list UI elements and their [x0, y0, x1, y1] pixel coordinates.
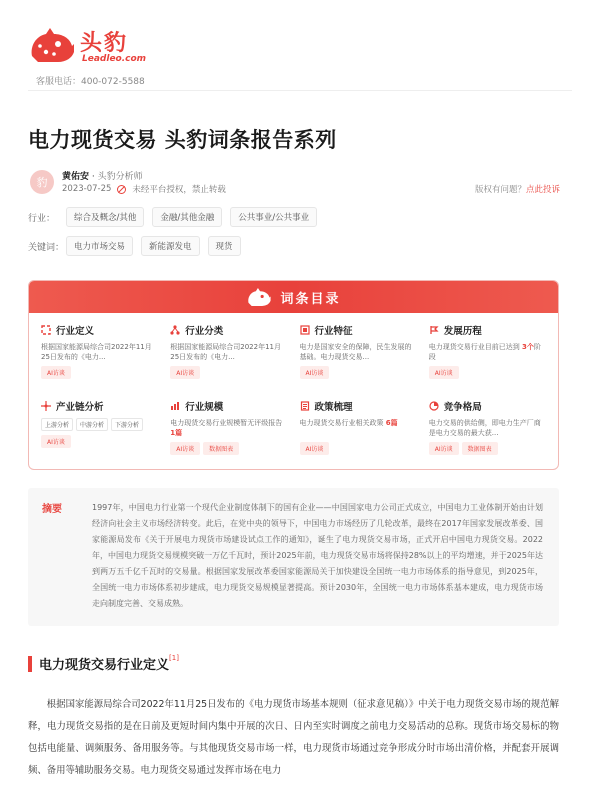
data-chart-pill[interactable]: 数据图表 [203, 442, 239, 455]
toc-item-chain[interactable] [41, 399, 158, 470]
ai-interview-pill[interactable]: AI访谈 [41, 435, 71, 448]
report-link[interactable]: 点此投诉 [525, 185, 560, 195]
classification-icon [170, 325, 180, 335]
data-chart-pill[interactable]: 数据图表 [462, 442, 498, 455]
toc-item-title: 竞争格局 [443, 402, 482, 413]
toc-item-desc [170, 418, 287, 438]
abstract-label: 摘要 [42, 504, 62, 515]
author-name[interactable]: 黄佑安 [62, 172, 90, 182]
license-notice: 未经平台授权，禁止转载 [132, 185, 226, 195]
ai-interview-pill[interactable]: AI访谈 [429, 442, 459, 455]
keyword-tag[interactable]: 现货 [208, 236, 241, 256]
publish-date: 2023-07-25 [62, 184, 112, 194]
author-line [62, 169, 143, 182]
industry-row [28, 207, 325, 227]
toc-heading: 词条目录 [280, 291, 341, 307]
author-role: 头豹分析师 [97, 172, 143, 182]
page-title: 电力现货交易 头豹词条报告系列 [28, 128, 337, 152]
desc-text: 电力现货交易行业规模暂无评级报告 [170, 419, 283, 427]
industry-tag[interactable]: 综合及概念/其他 [66, 207, 144, 227]
industry-label: 行业： [28, 213, 56, 224]
competition-icon [429, 401, 439, 411]
toc-item-desc: 根据国家能源局综合司2022年11月25日发布的《电力... [41, 343, 152, 361]
definition-icon [41, 325, 51, 335]
desc-text: 阶段 [428, 343, 541, 361]
toc-item-title: 行业特征 [314, 326, 353, 337]
toc-item-policy[interactable] [300, 399, 417, 470]
chain-subtag[interactable]: 中游分析 [76, 418, 108, 431]
section-heading [28, 654, 179, 673]
industry-tag[interactable]: 金融/其他金融 [152, 207, 222, 227]
toc-item-title: 行业定义 [56, 326, 95, 337]
toc-item-title: 发展历程 [443, 326, 482, 337]
avatar-char: 豹 [36, 176, 48, 189]
chain-icon [41, 401, 51, 411]
toc-item-desc [300, 418, 417, 438]
scale-icon [170, 401, 180, 411]
copyright-report [475, 183, 560, 195]
toc-item-competition[interactable] [429, 399, 546, 470]
leopard-logo-icon [246, 287, 272, 307]
toc-item-classification[interactable] [170, 323, 287, 399]
toc-panel [28, 280, 559, 470]
keyword-tag[interactable]: 电力市场交易 [66, 236, 133, 256]
desc-highlight: 3个 [521, 343, 534, 351]
toc-item-definition[interactable] [41, 323, 158, 399]
ban-icon [117, 185, 126, 194]
desc-text: 电力现货交易行业相关政策 [299, 419, 386, 427]
toc-item-history[interactable] [429, 323, 546, 399]
section-title-text: 电力现货交易行业定义 [39, 658, 170, 673]
author-avatar [30, 170, 54, 194]
toc-item-features[interactable] [300, 323, 417, 399]
toc-grid [29, 313, 558, 470]
author-sep: · [89, 172, 98, 182]
footnote-ref[interactable]: [1] [169, 654, 179, 662]
abstract-text: 1997年，中国电力行业第一个现代企业制度体制下的国有企业——中国国家电力公司正式成立，中国电力工业体制开始由计划经济向社会主义市场经济转变。此后，在党中央的领导下，中国电力市场经历了几轮改革，最终在2017年国家发展改革委、国家能源局发布《关于开展电力现货市场建设试点工作的通知》，诞生了电力现货交易市场，正式开启中国电力现货交易。2022年，中国电力现货交易规模突破一万亿千瓦时，预计2025年前，电力现货交易市场将保持28%以上的平均增速，并于2025年达到两万五千亿千瓦时的交易量。根据国家发展改革委国家能源局关于加快建设全国统一电力市场体系的指导意见，到2025年，全国统一电力市场体系初步建成，电力现货交易规模显著提高。预计2030年，全国统一电力市场体系基本建成，电力现货市场走向制度完善、交易成熟。 [92, 503, 543, 608]
toc-header [29, 281, 558, 313]
ai-interview-pill[interactable]: AI访谈 [429, 366, 459, 379]
keyword-label: 关键词： [28, 242, 65, 253]
publish-meta [62, 183, 226, 195]
desc-highlight: 6篇 [385, 419, 398, 427]
chain-subtag[interactable]: 上游分析 [41, 418, 73, 431]
report-question: 版权有问题？ [474, 185, 526, 195]
desc-highlight: 1篇 [170, 429, 183, 437]
hotline-text: 客服电话：400-072-5588 [36, 77, 145, 87]
industry-tag[interactable]: 公共事业/公共事业 [230, 207, 317, 227]
leopard-logo-icon [28, 26, 76, 64]
ai-interview-pill[interactable]: AI访谈 [300, 366, 330, 379]
desc-text: 电力现货交易行业目前已达到 [428, 343, 522, 351]
brand-domain: Leadleo.com [82, 54, 147, 64]
toc-item-desc: 电力交易的供给侧，即电力生产厂商是电力交易的最大获... [428, 419, 541, 437]
toc-item-desc: 电力是国家安全的保障，民生发展的基础。电力现货交易... [299, 343, 412, 361]
toc-item-desc: 根据国家能源局综合司2022年11月25日发布的《电力... [170, 343, 281, 361]
ai-interview-pill[interactable]: AI访谈 [41, 366, 71, 379]
toc-item-title: 产业链分析 [56, 402, 104, 413]
section-accent-bar [28, 656, 32, 672]
history-icon [429, 325, 439, 335]
feature-icon [300, 325, 310, 335]
section-title [39, 654, 179, 673]
chain-subtag[interactable]: 下游分析 [111, 418, 143, 431]
ai-interview-pill[interactable]: AI访谈 [170, 366, 200, 379]
header-divider [28, 90, 572, 91]
ai-interview-pill[interactable]: AI访谈 [300, 442, 330, 455]
section-body: 根据国家能源局综合司2022年11月25日发布的《电力现货市场基本规则（征求意见稿）》中关于电力现货交易市场的规范解释，电力现货交易指的是在日前及更短时间内集中开展的次日、日内至实时调度之前电力交易活动的总称。现货市场交易标的物包括电能量、调频服务、备用服务等。与其他现货交易市场一样，电力现货市场通过竞争形成分时市场出清价格，并配套开展调频、备用等辅助服务交易。电力现货交易通过发挥市场在电力 [28, 699, 559, 776]
keyword-tag[interactable]: 新能源发电 [141, 236, 200, 256]
ai-interview-pill[interactable]: AI访谈 [170, 442, 200, 455]
toc-item-title: 政策梳理 [314, 402, 353, 413]
toc-item-desc [429, 342, 546, 362]
policy-icon [300, 401, 310, 411]
toc-item-title: 行业规模 [185, 402, 224, 413]
brand-name: 头豹 [80, 31, 129, 56]
keyword-row [28, 236, 249, 256]
abstract-box [28, 488, 559, 626]
brand-logo[interactable] [28, 22, 158, 72]
toc-item-scale[interactable] [170, 399, 287, 470]
toc-item-title: 行业分类 [185, 326, 224, 337]
